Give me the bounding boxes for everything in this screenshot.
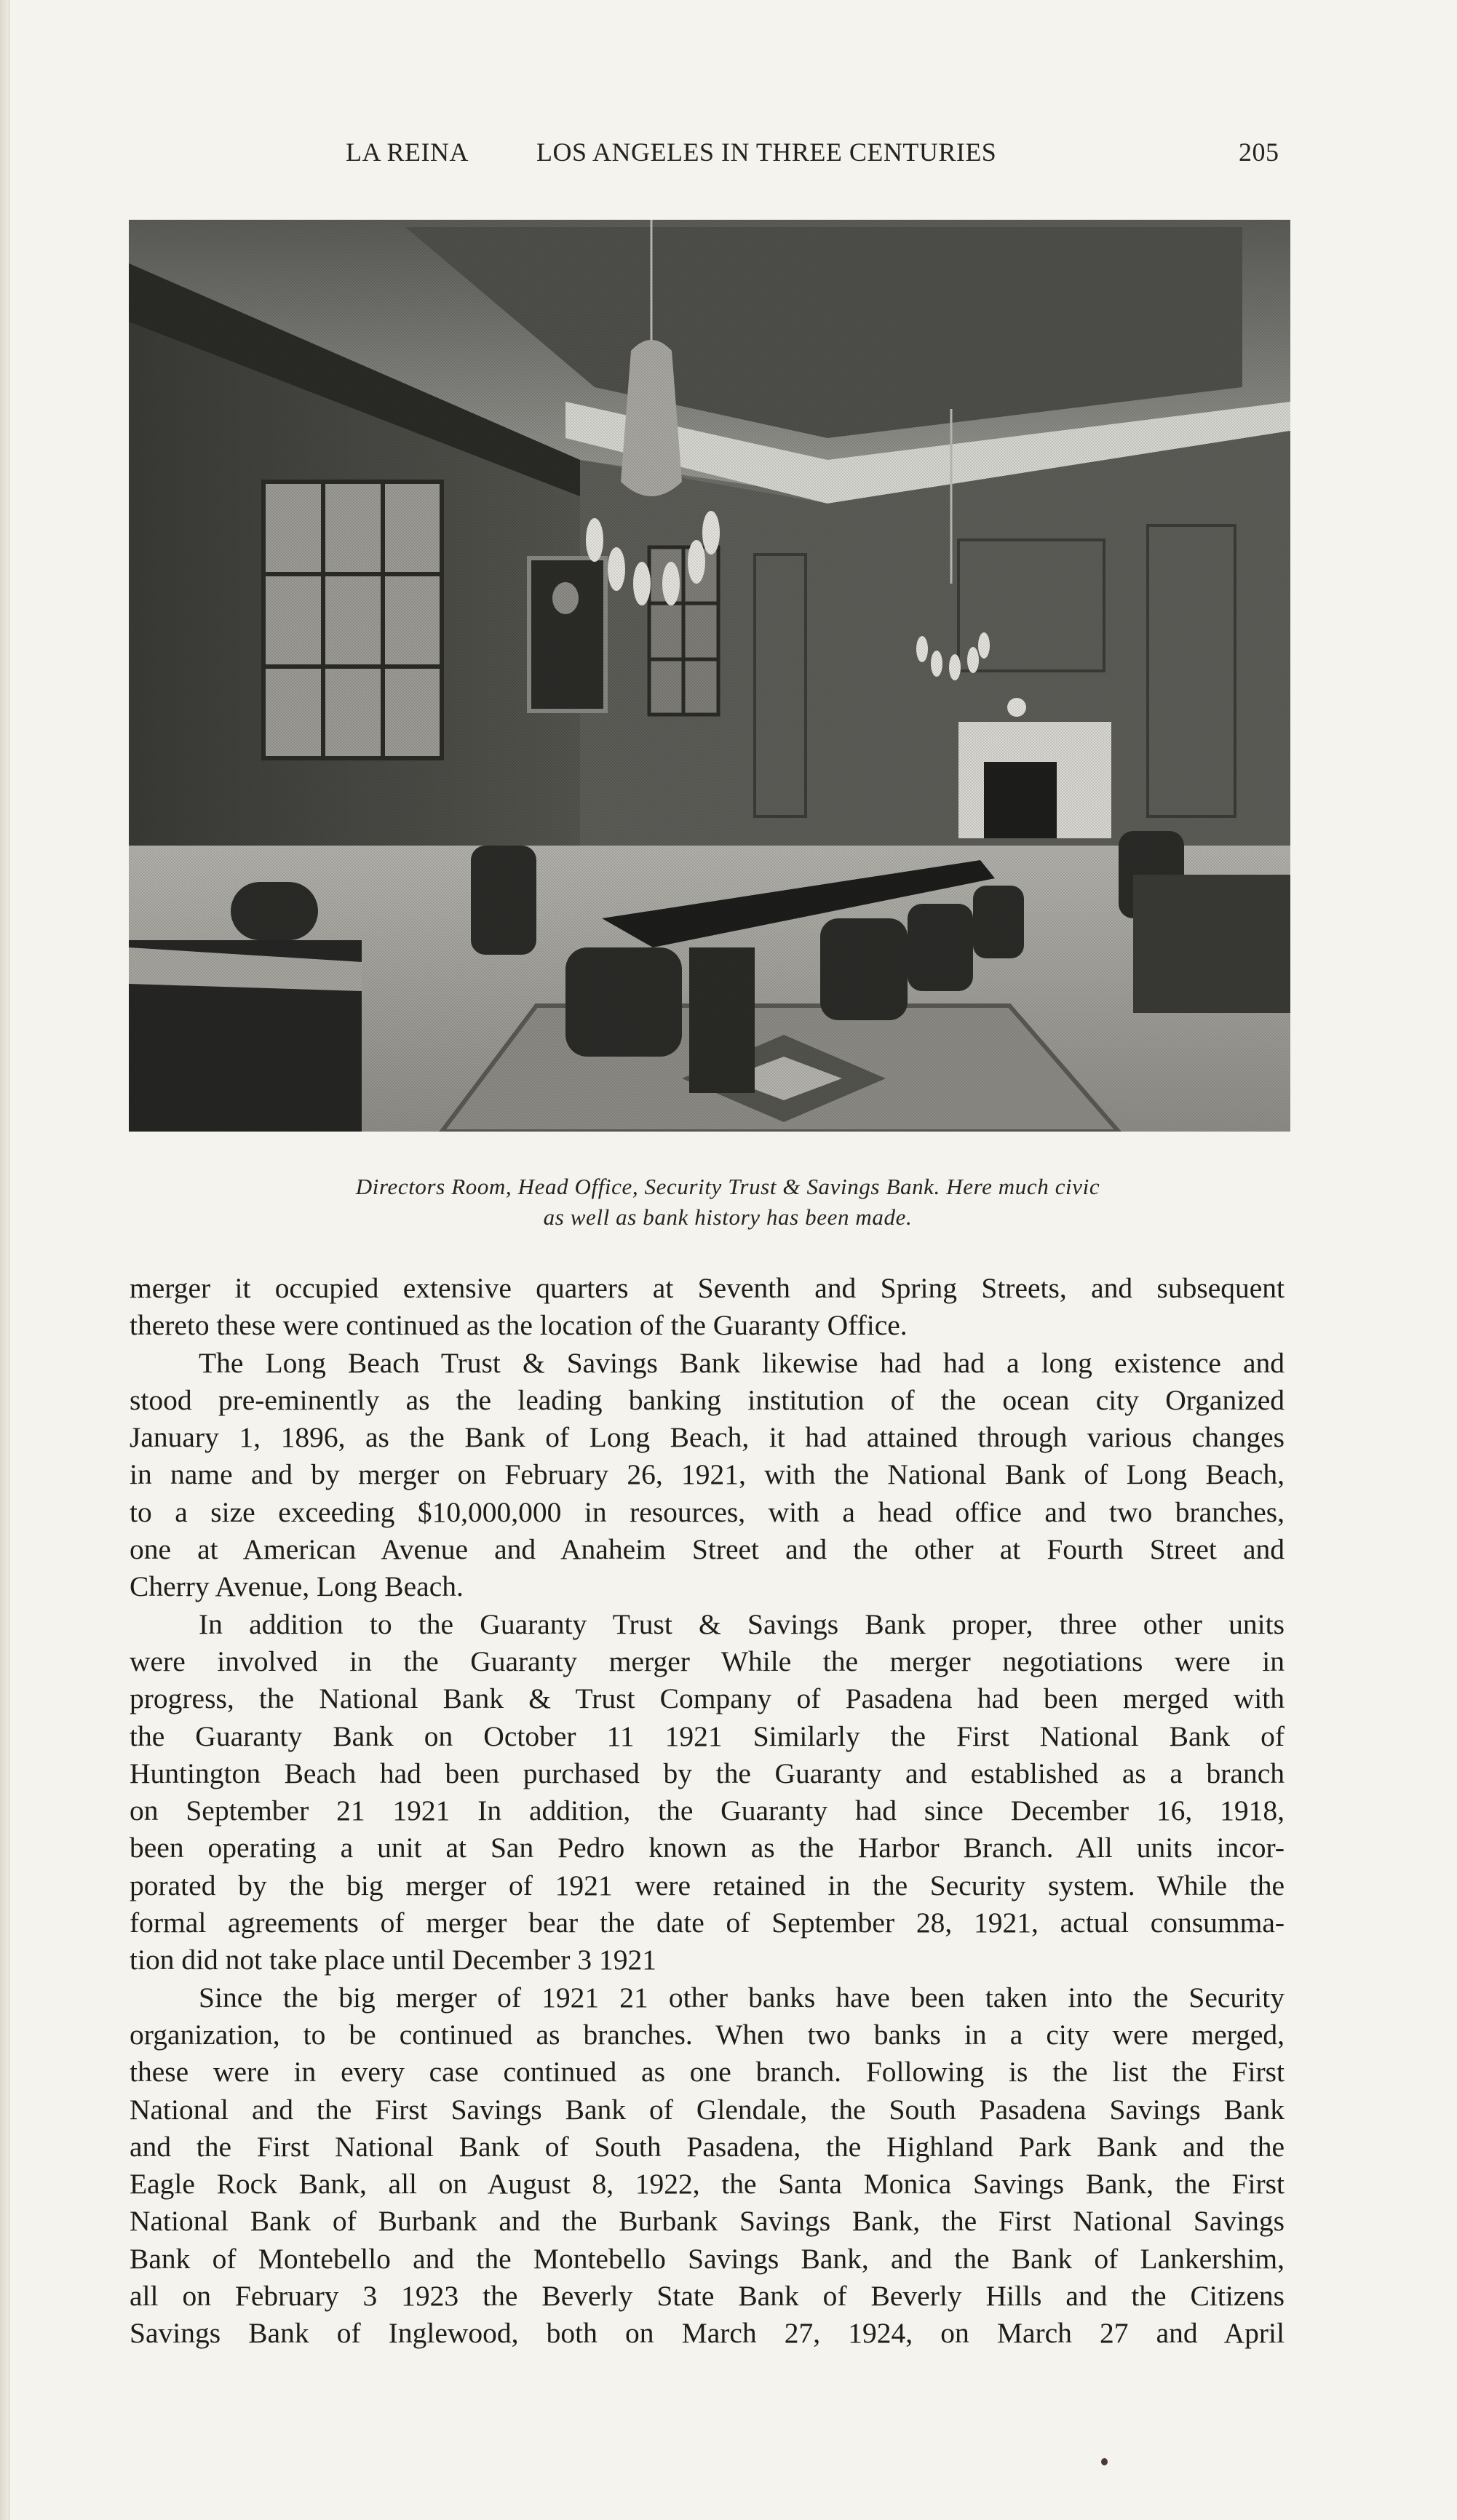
text-line: In addition to the Guaranty Trust & Savings Bank proper, three other units	[199, 1607, 1285, 1640]
text-line: were involved in the Guaranty merger While the merger negotiations were in	[130, 1645, 1285, 1677]
paper-speck	[1101, 2458, 1108, 2465]
text-line: The Long Beach Trust & Savings Bank likewise had had a long existence and	[199, 1346, 1285, 1379]
text-line: Since the big merger of 1921 21 other banks have been taken into the Security	[199, 1981, 1285, 2014]
page-binding-edge	[0, 0, 9, 2520]
text-line: porated by the big merger of 1921 were retained in the Security system. While the	[130, 1869, 1285, 1901]
text-line: Bank of Montebello and the Montebello Savings Bank, and the Bank of Lankershim,	[130, 2242, 1285, 2275]
body-text	[130, 1270, 1285, 2353]
caption-line: Directors Room, Head Office, Security Trust & Savings Bank. Here much civic	[355, 1174, 1100, 1199]
text-line: Cherry Avenue, Long Beach.	[130, 1570, 464, 1603]
paragraph	[130, 1345, 1285, 1606]
text-line: on September 21 1921 In addition, the Guaranty had since December 16, 1918,	[130, 1794, 1285, 1827]
text-line: organization, to be continued as branches. When two banks in a city were merged,	[130, 2018, 1285, 2051]
directors-room-photograph	[129, 220, 1290, 1132]
text-line: to a size exceeding $10,000,000 in resources, with a head office and two branches,	[130, 1495, 1285, 1528]
text-line: tion did not take place until December 3 1921	[130, 1944, 656, 1976]
paragraph	[130, 1606, 1285, 1979]
figure-caption	[146, 1172, 1310, 1233]
text-line: Savings Bank of Inglewood, both on March 27, 1924, on March 27 and April	[130, 2317, 1285, 2350]
book-subtitle: LOS ANGELES IN THREE CENTURIES	[536, 138, 997, 167]
text-line: all on February 3 1923 the Beverly State Bank of Beverly Hills and the Citizens	[130, 2280, 1285, 2313]
text-line: progress, the National Bank & Trust Company of Pasadena had been merged with	[130, 1682, 1285, 1715]
caption-line: as well as bank history has been made.	[543, 1204, 913, 1230]
text-line: National and the First Savings Bank of Glendale, the South Pasadena Savings Bank	[130, 2093, 1285, 2126]
text-line: and the First National Bank of South Pasadena, the Highland Park Bank and the	[130, 2130, 1285, 2163]
text-line: the Guaranty Bank on October 11 1921 Similarly the First National Bank of	[130, 1720, 1285, 1752]
text-line: stood pre-eminently as the leading banking institution of the ocean city Organized	[130, 1383, 1285, 1416]
text-line: these were in every case continued as one branch. Following is the list the First	[130, 2056, 1285, 2088]
text-line: Huntington Beach had been purchased by the Guaranty and established as a branch	[130, 1757, 1285, 1789]
text-line: formal agreements of merger bear the date of September 28, 1921, actual consumma-	[130, 1907, 1285, 1939]
running-head	[346, 137, 1277, 173]
text-line: Eagle Rock Bank, all on August 8, 1922, the Santa Monica Savings Bank, the First	[130, 2168, 1285, 2201]
text-line: in name and by merger on February 26, 1921, with the National Bank of Long Beach,	[130, 1458, 1285, 1491]
text-line: been operating a unit at San Pedro known as the Harbor Branch. All units incor-	[130, 1832, 1285, 1864]
text-line: merger it occupied extensive quarters at Seventh and Spring Streets, and subsequent	[130, 1272, 1285, 1304]
text-line: thereto these were continued as the location of the Guaranty Office.	[130, 1309, 908, 1342]
text-line: National Bank of Burbank and the Burbank Savings Bank, the First National Savings	[130, 2205, 1285, 2238]
book-title: LA REINA	[346, 138, 469, 167]
text-line: one at American Avenue and Anaheim Street and the other at Fourth Street and	[130, 1533, 1285, 1566]
paragraph	[130, 1270, 1285, 1345]
text-line: January 1, 1896, as the Bank of Long Beach, it had attained through various changes	[130, 1421, 1285, 1454]
paragraph	[130, 1979, 1285, 2353]
page-number: 205	[1239, 138, 1279, 167]
